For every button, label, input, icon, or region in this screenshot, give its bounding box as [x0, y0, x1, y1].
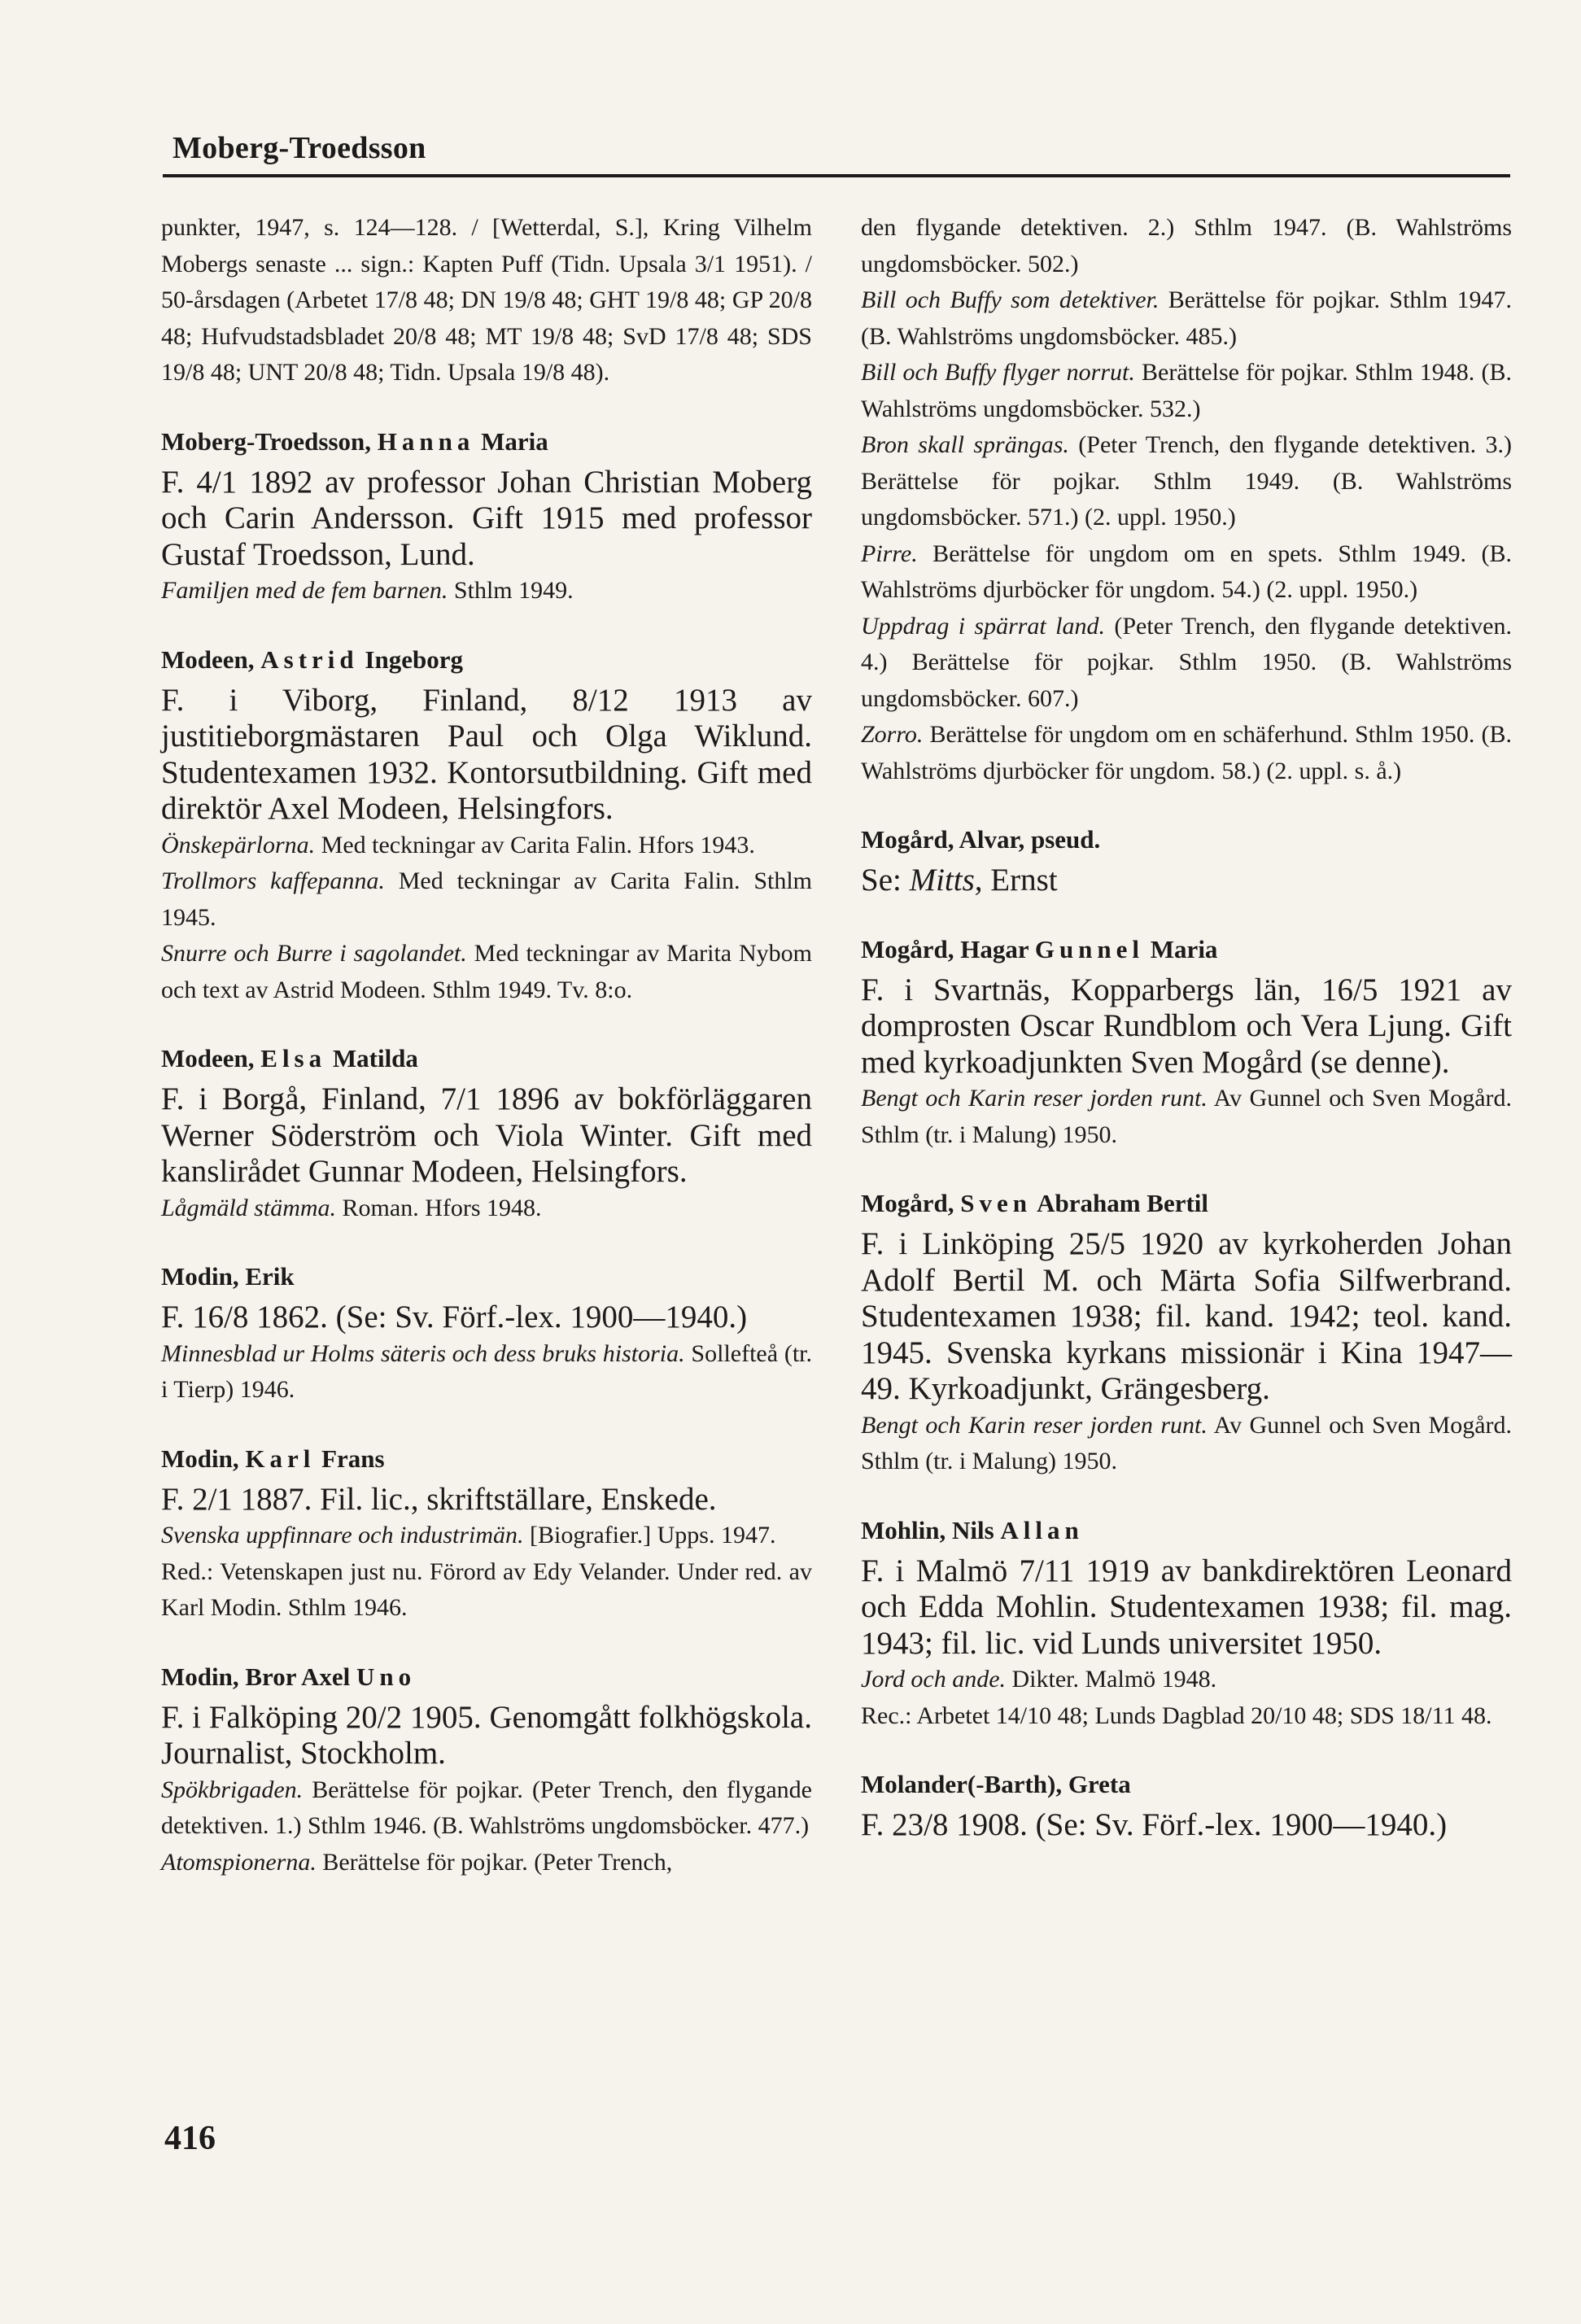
entry — [861, 932, 1512, 1154]
entry-bio: F. 23/8 1908. (Se: Sv. Förf.-lex. 1900—1940.) — [861, 1807, 1448, 1842]
entry — [161, 1259, 812, 1409]
entry-name: Modin, Bror Axel Uno — [161, 1662, 417, 1691]
entry-name: Mogård, Sven Abraham Bertil — [861, 1189, 1209, 1217]
work-item: Rec.: Arbetet 14/10 48; Lunds Dagblad 20/10 48; SDS 18/11 48. — [861, 1702, 1492, 1729]
work-item: Minnesblad ur Holms säteris och dess bruks historia. Sollefteå (tr. i Tierp) 1946. — [161, 1339, 812, 1403]
entry-name: Modin, Karl Frans — [161, 1444, 385, 1473]
work-item: Atomspionerna. Berättelse för pojkar. (Peter Trench, — [161, 1848, 673, 1876]
entry-bio: F. i Falköping 20/2 1905. Genomgått folkhögskola. Journalist, Stockholm. — [161, 1699, 812, 1771]
entry-bio: F. i Viborg, Finland, 8/12 1913 av justitieborgmästaren Paul och Olga Wiklund. Studentexamen 1932. Kontorsutbildning. Gift med direktör Axel Modeen, Helsingfors. — [161, 682, 812, 826]
entry-bio: F. i Svartnäs, Kopparbergs län, 16/5 1921 av domprosten Oscar Rundblom och Vera Ljung. Gift med kyrkoadjunkten Sven Mogård (se denne). — [861, 972, 1512, 1080]
entry — [161, 642, 812, 1009]
entry — [161, 424, 812, 609]
work-item: Familjen med de fem barnen. Sthlm 1949. — [161, 577, 574, 604]
entry-bio: F. i Linköping 25/5 1920 av kyrkoherden Johan Adolf Bertil M. och Märta Sofia Silfwerbrand. Studentexamen 1938; fil. kand. 1942; teol. kand. 1945. Svenska kyrkans missionär i Kina 1947—49. Kyrkoadjunkt, Grängesberg. — [861, 1226, 1512, 1406]
work-item: Lågmäld stämma. Roman. Hfors 1948. — [161, 1194, 542, 1221]
entry-name: Mogård, Hagar Gunnel Maria — [861, 934, 1218, 963]
work-item: Pirre. Berättelse för ungdom om en spets. Sthlm 1949. (B. Wahlströms djurböcker för ungdom. 54.) (2. uppl. 1950.) — [861, 540, 1512, 603]
work-item: Trollmors kaffepanna. Med teckningar av Carita Falin. Sthlm 1945. — [161, 867, 813, 931]
continuation-text: punkter, 1947, s. 124—128. / [Wetterdal, S.], Kring Vilhelm Mobergs senaste ... sign.: Kapten Puff (Tidn. Upsala 3/1 1951). / 50-årsdagen (Arbetet 17/8 48; DN 19/8 48; GHT 19/8 48; GP 20/8 48; Hufvudstadsbladet 20/8 48; MT 19/8 48; SvD 17/8 48; SDS 19/8 48; UNT 20/8 48; Tidn. Upsala 19/8 48). — [161, 214, 812, 386]
entry — [861, 1767, 1512, 1844]
entry — [861, 1513, 1512, 1735]
work-item: Bengt och Karin reser jorden runt. Av Gunnel och Sven Mogård. Sthlm (tr. i Malung) 1950. — [861, 1085, 1512, 1148]
entry-bio: F. 16/8 1862. (Se: Sv. Förf.-lex. 1900—1940.) — [161, 1300, 748, 1335]
work-item: Bengt och Karin reser jorden runt. Av Gunnel och Sven Mogård. Sthlm (tr. i Malung) 1950. — [861, 1411, 1512, 1474]
entry-name: Moberg-Troedsson, Hanna Maria — [161, 426, 548, 456]
entry-bio: F. i Borgå, Finland, 7/1 1896 av bokförläggaren Werner Söderström och Viola Winter. Gift med kanslirådet Gunnar Modeen, Helsingfors. — [161, 1081, 812, 1189]
work-item: Snurre och Burre i sagolandet. Med teckningar av Marita Nybom och text av Astrid Modeen. Sthlm 1949. Tv. 8:o. — [161, 940, 812, 1003]
entry-bio: Se: Mitts, Ernst — [861, 863, 1058, 898]
work-item: Zorro. Berättelse för ungdom om en schäferhund. Sthlm 1950. (B. Wahlströms djurböcker för ungdom. 58.) (2. uppl. s. å.) — [861, 721, 1512, 784]
entry-name: Mohlin, Nils Allan — [861, 1515, 1084, 1544]
entry-name: Modeen, Astrid Ingeborg — [161, 644, 463, 674]
entry-bio: F. i Malmö 7/11 1919 av bankdirektören Leonard och Edda Mohlin. Studentexamen 1938; fil. mag. 1943; fil. lic. vid Lunds universitet 1950. — [861, 1553, 1512, 1661]
work-item: Bill och Buffy som detektiver. Berättelse för pojkar. Sthlm 1947. (B. Wahlströms ungdomsböcker. 485.) — [861, 286, 1512, 350]
left-column — [161, 210, 812, 1881]
page-number: 416 — [164, 2120, 216, 2157]
work-item: Bron skall sprängas. (Peter Trench, den flygande detektiven. 3.) Berättelse för pojkar. Sthlm 1949. (B. Wahlströms ungdomsböcker. 571.) (2. uppl. 1950.) — [861, 431, 1512, 531]
work-item: Jord och ande. Dikter. Malmö 1948. — [861, 1666, 1217, 1693]
entry-name: Mogård, Alvar, pseud. — [861, 825, 1101, 854]
work-item: Uppdrag i spärrat land. (Peter Trench, den flygande detektiven. 4.) Berättelse för pojkar. Sthlm 1950. (B. Wahlströms ungdomsböcker. 607.) — [861, 612, 1512, 712]
work-item: Önskepärlorna. Med teckningar av Carita Falin. Hfors 1943. — [161, 831, 755, 858]
entry-bio: F. 4/1 1892 av professor Johan Christian Moberg och Carin Andersson. Gift 1915 med professor Gustaf Troedsson, Lund. — [161, 464, 812, 572]
work-item: Red.: Vetenskapen just nu. Förord av Edy Velander. Under red. av Karl Modin. Sthlm 1946. — [161, 1557, 812, 1621]
entry-name: Modeen, Elsa Matilda — [161, 1044, 418, 1072]
entry-name: Modin, Erik — [161, 1262, 295, 1291]
work-item: Svenska uppfinnare och industrimän. [Biografier.] Upps. 1947. — [161, 1522, 776, 1549]
header-rule — [163, 174, 1510, 177]
entry-bio: F. 2/1 1887. Fil. lic., skriftställare, Enskede. — [161, 1481, 717, 1517]
continuation-text: den flygande detektiven. 2.) Sthlm 1947. (B. Wahlströms ungdomsböcker. 502.) — [861, 214, 1512, 277]
work-item: Bill och Buffy flyger norrut. Berättelse för pojkar. Sthlm 1948. (B. Wahlströms ungdomsböcker. 532.) — [861, 359, 1512, 422]
running-head: Moberg-Troedsson — [173, 131, 426, 165]
entry-name: Molander(-Barth), Greta — [861, 1770, 1131, 1798]
entry — [161, 1041, 812, 1226]
entry — [161, 1659, 812, 1881]
entry — [861, 822, 1512, 899]
right-column — [861, 210, 1512, 1844]
entry — [161, 1441, 812, 1627]
entry — [861, 1186, 1512, 1480]
work-item: Spökbrigaden. Berättelse för pojkar. (Peter Trench, den flygande detektiven. 1.) Sthlm 1946. (B. Wahlströms ungdomsböcker. 477.) — [161, 1776, 812, 1839]
